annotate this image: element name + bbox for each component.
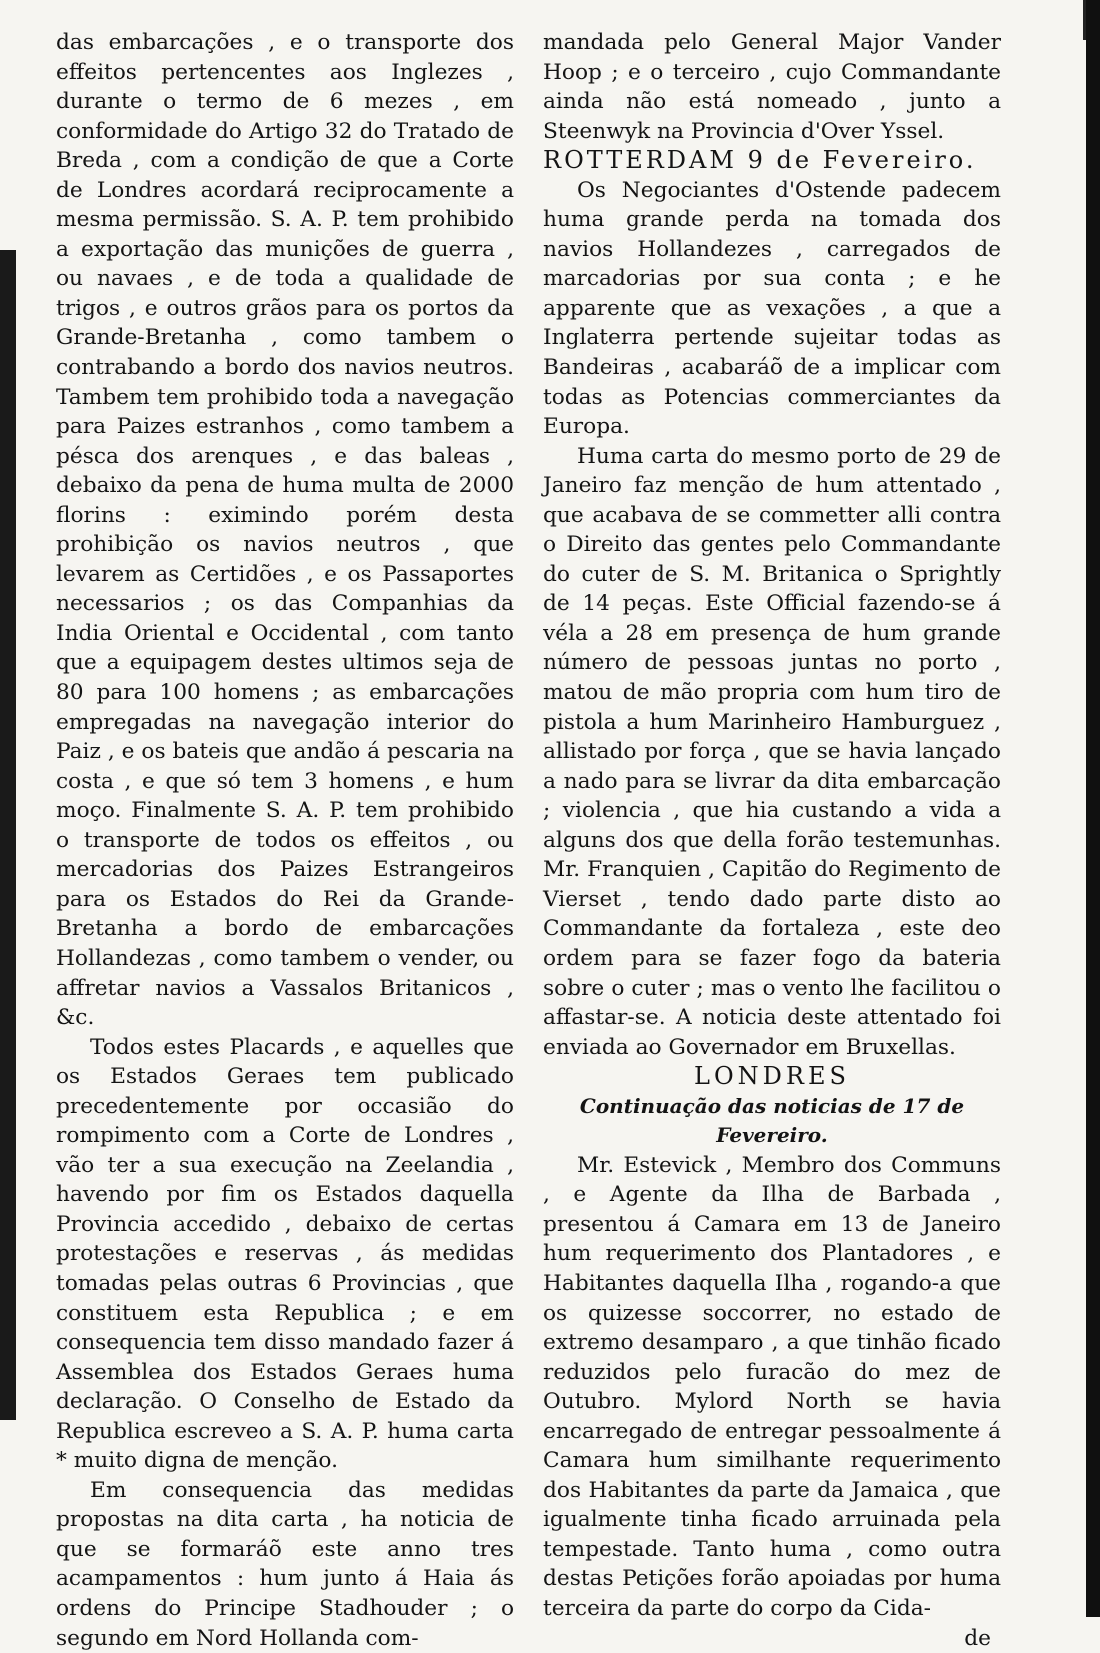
catchword: de: [964, 1625, 991, 1651]
rotterdam-heading: ROTTERDAM 9 de Fevereiro.: [543, 146, 977, 175]
londres-subheading: Continuação das noticias de 17 de Fevereiro.: [579, 1093, 965, 1148]
page-edge-shadow-left: [0, 250, 16, 1420]
rotterdam-paragraph-2: Huma carta do mesmo porto de 29 de Janeiro faz menção de hum attentado , que acabava de se commetter alli contra o Direito das gentes pelo Commandante do cuter de S. M. Britanica o Sprightly de 14 peças. Este Official fazendo-se á véla a 28 em presença de hum grande número de pessoas juntas no porto , matou de mão propria com hum tiro de pistola a hum Marinheiro Hamburguez , allistado por força , que se havia lançado a nado para se livrar da dita embarcação ; violencia , que hia custando a vida a alguns dos que della forão testemunhas. Mr. Franquien , Capitão do Regimento de Vierset , tendo dado parte disto ao Commandante da fortaleza , este deo ordem para se fazer fogo da bateria sobre o cuter ; mas o vento lhe facilitou o affastar-se. A noticia deste attentado foi enviada ao Governador em Bruxellas.: [543, 443, 1001, 1060]
left-paragraph-3: Em consequencia das medidas propostas na dita carta , ha noticia de que se formaráõ este anno tres acampamentos : hum junto á Haia ás ordens do Principe Stadhouder ; o segundo em Nord Hollanda com-: [56, 1477, 514, 1651]
page-edge-shadow-right: [1086, 0, 1100, 1617]
left-paragraph-1: das embarcações , e o transporte dos effeitos pertencentes aos Inglezes , durante o termo de 6 mezes , em conformidade do Artigo 32 do Tratado de Breda , com a condição de que a Corte de Londres acordará reciprocamente a mesma permissão. S. A. P. tem prohibido a exportação das munições de guerra , ou navaes , e de toda a qualidade de trigos , e outros grãos para os portos da Grande-Bretanha , como tambem o contrabando a bordo dos navios neutros. Tambem tem prohibido toda a navegação para Paizes estranhos , como tambem a pésca dos arenques , e das baleas , debaixo da pena de huma multa de 2000 florins : eximindo porém desta prohibição os navios neutros , que levarem as Certidões , e os Passaportes necessarios ; os das Companhias da India Oriental e Occidental , com tanto que a equipagem destes ultimos seja de 80 para 100 homens ; as embarcações empregadas na navegação interior do Paiz , e os bateis que andão á pescaria na costa , e que só tem 3 homens , e hum moço. Finalmente S. A. P. tem prohibido o transporte de todos os effeitos , ou mercadorias dos Paizes Estrangeiros para os Estados do Rei da Grande-Bretanha a bordo de embarcações Hollandezas , como tambem o vender, ou affretar navios a Vassalos Britanicos , &c.: [56, 30, 514, 1031]
left-column: [56, 28, 514, 1653]
right-intro: mandada pelo General Major Vander Hoop ; e o terceiro , cujo Commandante ainda não está nomeado , junto a Steenwyk na Provincia d'Over Yssel.: [543, 30, 1001, 144]
left-paragraph-2: Todos estes Placards , e aquelles que os Estados Geraes tem publicado precedentemente por occasião do rompimento com a Corte de Londres , vão ter a sua execução na Zeelandia , havendo por fim os Estados daquella Provincia accedido , debaixo de certas protestações e reservas , ás medidas tomadas pelas outras 6 Provincias , que constituem esta Republica ; e em consequencia tem disso mandado fazer á Assemblea dos Estados Geraes huma declaração. O Conselho de Estado da Republica escreveo a S. A. P. huma carta * muito digna de menção.: [56, 1034, 514, 1474]
londres-paragraph-1: Mr. Estevick , Membro dos Communs , e Agente da Ilha de Barbada , presentou á Camara em 13 de Janeiro hum requerimento dos Plantadores , e Habitantes daquella Ilha , rogando-a que os quizesse soccorrer, no estado de extremo desamparo , a que tinhão ficado reduzidos pelo furacão do mez de Outubro. Mylord North se havia encarregado de entregar pessoalmente á Camara hum similhante requerimento dos Habitantes da parte da Jamaica , que igualmente tinha ficado arruinada pela tempestade. Tanto huma , como outra destas Petições forão apoiadas por huma terceira da parte do corpo da Cida-: [543, 1152, 1001, 1621]
londres-heading: LONDRES: [694, 1062, 850, 1091]
rotterdam-paragraph-1: Os Negociantes d'Ostende padecem huma grande perda na tomada dos navios Hollandezes , carregados de marcadorias por sua conta ; e he apparente que as vexações , a que a Inglaterra pertende sujeitar todas as Bandeiras , acabaráõ de a implicar com todas as Potencias commerciantes da Europa.: [543, 177, 1001, 440]
right-column: [543, 28, 1001, 1653]
